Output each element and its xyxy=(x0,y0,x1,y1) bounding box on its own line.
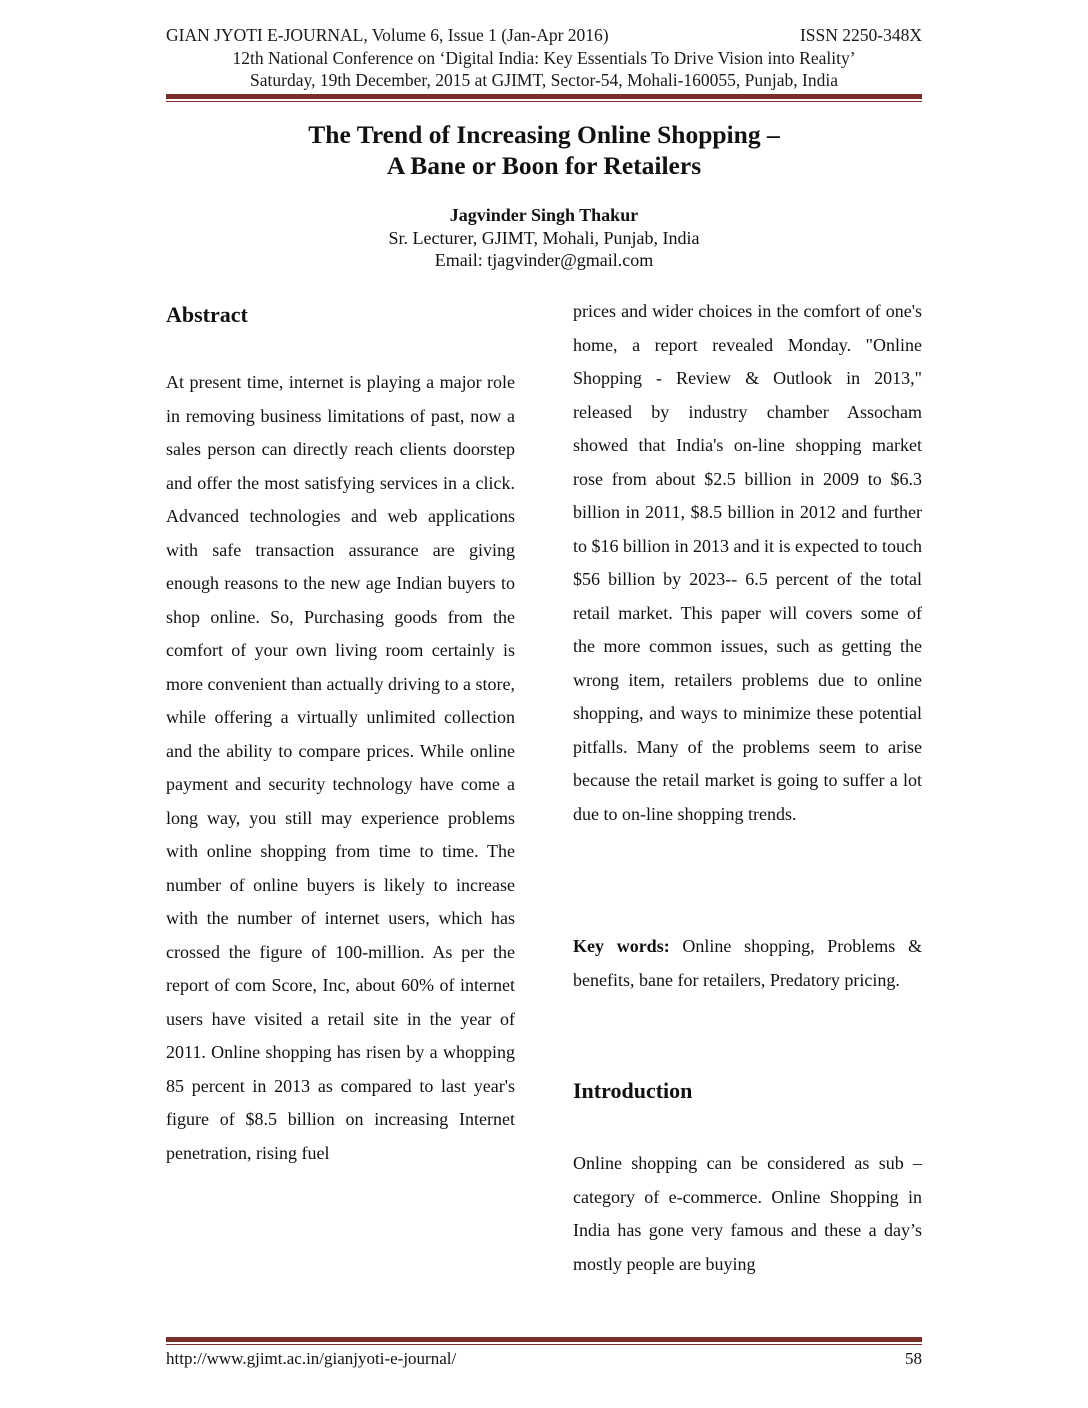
keywords-label: Key words: xyxy=(573,936,670,956)
author-affiliation: Sr. Lecturer, GJIMT, Mohali, Punjab, India xyxy=(388,227,700,248)
abstract-text-right: prices and wider choices in the comfort of one's home, a report revealed Monday. "Online Shopping - Review & Outlook in 2013," released by industry chamber Assocham showed that India's on-line shopping market rose from about $2.5 billion in 2009 to $6.3 billion in 2011, $8.5 billion in 2012 and further to $16 billion in 2013 and it is expected to touch $56 billion by 2023-- 6.5 percent of the total retail market. This paper will covers some of the more common issues, such as getting the wrong item, retailers problems due to online shopping, and ways to minimize these potential pitfalls. Many of the problems seem to arise because the retail market is going to suffer a lot due to on-line shopping trends. xyxy=(573,301,922,824)
paper-title xyxy=(166,119,922,181)
title-line-1: The Trend of Increasing Online Shopping – xyxy=(308,120,780,149)
author-block xyxy=(166,204,922,272)
footer-rule-thick xyxy=(166,1337,922,1342)
abstract-heading: Abstract xyxy=(166,302,248,327)
header-rule-thick xyxy=(166,94,922,99)
header-rule-thin xyxy=(166,101,922,102)
footer-rule-thin xyxy=(166,1344,922,1345)
abstract-text-left: At present time, internet is playing a major role in removing business limitations of past, now a sales person can directly reach clients doorstep and offer the most satisfying services in a click. Advanced technologies and web applications with safe transaction assurance are giving enough reasons to the new age Indian buyers to shop online. So, Purchasing goods from the comfort of your own living room certainly is more convenient than actually driving to a store, while offering a virtually unlimited collection and the ability to compare prices. While online payment and security technology have come a long way, you still may experience problems with online shopping from time to time. The number of online buyers is likely to increase with the number of internet users, which has crossed the figure of 100-million. As per the report of com Score, Inc, about 60% of internet users have visited a retail site in the year of 2011. Online shopping has risen by a whopping 85 percent in 2013 as compared to last year's figure of $8.5 billion on increasing Internet penetration, rising fuel xyxy=(166,372,515,1163)
keywords xyxy=(573,930,922,997)
introduction-heading: Introduction xyxy=(573,1078,693,1103)
title-line-2: A Bane or Boon for Retailers xyxy=(386,151,702,180)
conference-line: 12th National Conference on ‘Digital India: Key Essentials To Drive Vision into Reality’ xyxy=(232,48,856,68)
author-name: Jagvinder Singh Thakur xyxy=(449,205,639,225)
keywords-text: Online shopping, Problems & benefits, bane for retailers, Predatory pricing. xyxy=(573,936,923,990)
author-email: Email: tjagvinder@gmail.com xyxy=(434,250,654,270)
footer xyxy=(166,1349,922,1369)
journal-name: GIAN JYOTI E-JOURNAL, Volume 6, Issue 1 (Jan-Apr 2016) xyxy=(166,25,609,45)
page-number: 58 xyxy=(905,1349,922,1368)
introduction-text: Online shopping can be considered as sub – category of e-commerce. Online Shopping in India has gone very famous and these a day’s mostly people are buying xyxy=(573,1153,922,1274)
venue-line: Saturday, 19th December, 2015 at GJIMT, Sector-54, Mohali-160055, Punjab, India xyxy=(250,70,838,90)
issn: ISSN 2250-348X xyxy=(799,25,922,45)
footer-url: http://www.gjimt.ac.in/gianjyoti-e-journal/ xyxy=(166,1349,457,1368)
running-header xyxy=(166,24,922,46)
